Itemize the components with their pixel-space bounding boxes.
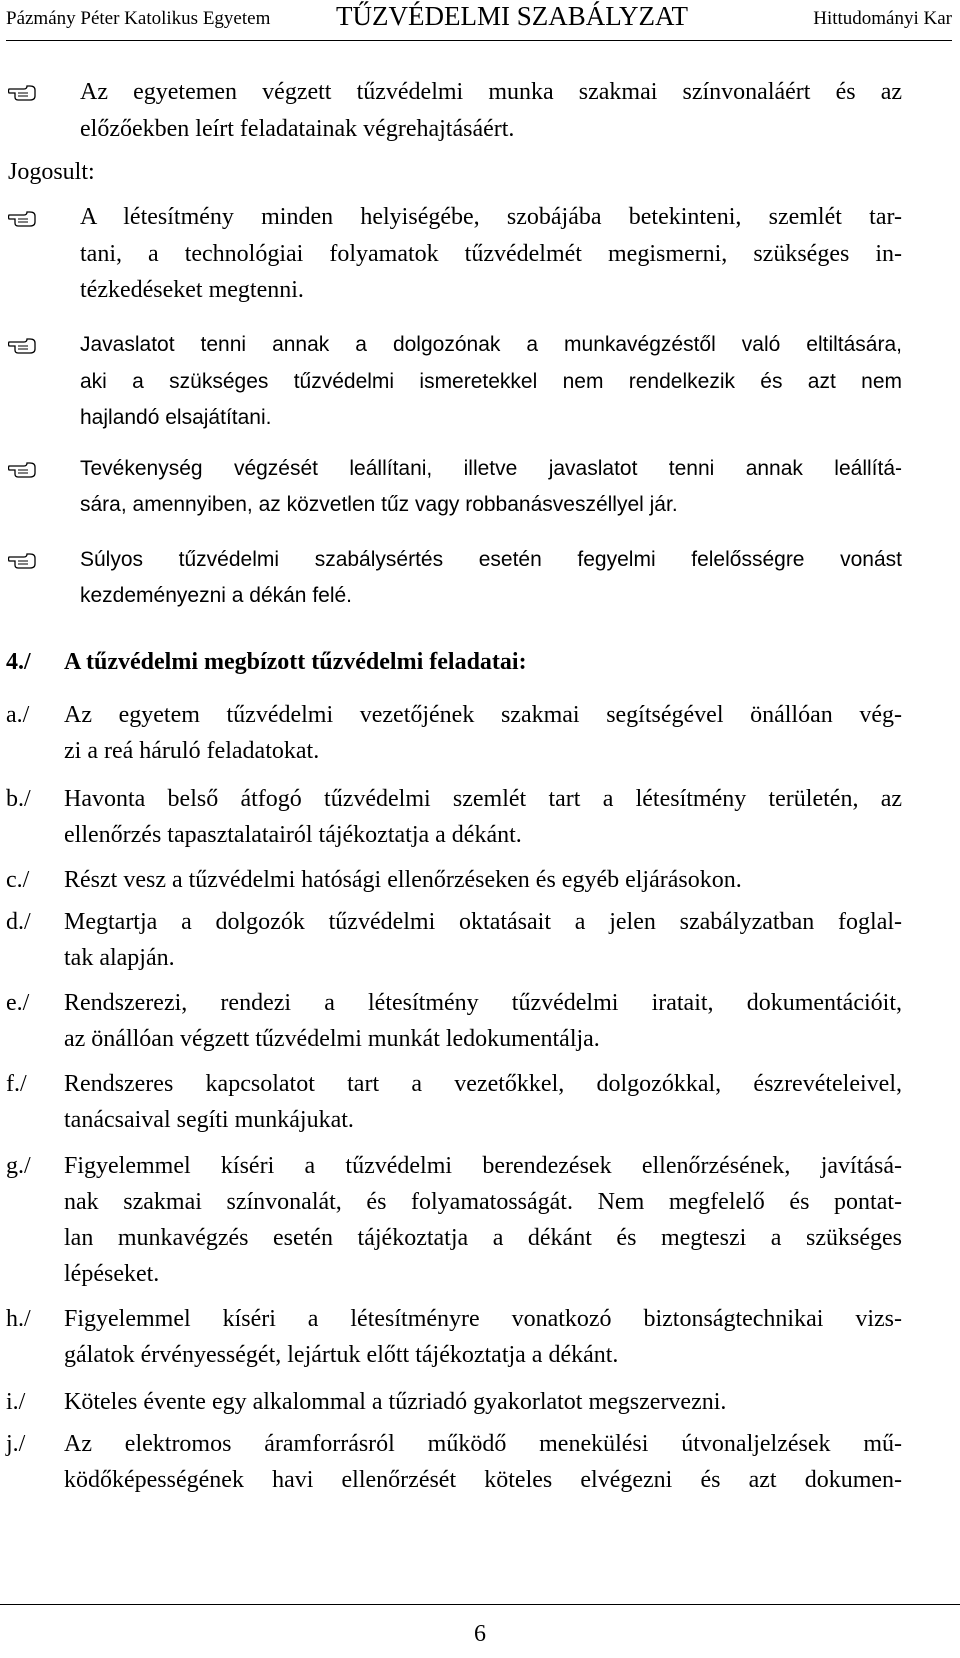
item-a-line-2: zi a reá háruló feladatokat. [64,738,320,764]
jogosult-label: Jogosult: [8,159,95,185]
pointing-hand-icon [8,457,38,479]
item-d-line-2: tak alapján. [64,945,175,971]
pointing-hand-icon [8,548,38,570]
item-f-line-2: tanácsaival segíti munkájukat. [64,1107,354,1133]
intro-line-2: előzőekben leírt feladatainak végrehajtásáért. [80,116,515,142]
item-label: j./ [6,1431,26,1457]
pointing-hand-icon [8,206,38,228]
item-g-line-1: Figyelemmel kíséri a tűzvédelmi berendezések ellenőrzésének, javításá- [64,1153,902,1179]
header-university: Pázmány Péter Katolikus Egyetem [6,8,271,29]
item-label: i./ [6,1389,26,1415]
item-label: a./ [6,702,30,728]
item-g-line-3: lan munkavégzés esetén tájékoztatja a dékánt és megteszi a szükséges [64,1225,902,1251]
item-label: f./ [6,1071,27,1097]
rights-1-line-1: A létesítmény minden helyiségébe, szobájába betekinteni, szemlét tar- [80,204,902,230]
item-d-line-1: Megtartja a dolgozók tűzvédelmi oktatásait a jelen szabályzatban foglal- [64,909,902,935]
section-title: A tűzvédelmi megbízott tűzvédelmi feladatai: [64,649,527,675]
item-h-line-2: gálatok érvényességét, lejártuk előtt tájékoztatja a dékánt. [64,1342,619,1368]
item-b-line-2: ellenőrzés tapasztalatairól tájékoztatja a dékánt. [64,822,522,848]
rights-4-line-1: Súlyos tűzvédelmi szabálysértés esetén fegyelmi felelősségre vonást [80,548,902,571]
rights-3-line-1: Tevékenység végzését leállítani, illetve javaslatot tenni annak leállítá- [80,457,902,480]
item-e-line-2: az önállóan végzett tűzvédelmi munkát ledokumentálja. [64,1026,600,1052]
rights-3-line-2: sára, amennyiben, az közvetlen tűz vagy robbanásveszéllyel jár. [80,493,678,516]
pointing-hand-icon [8,333,38,355]
footer-divider [0,1604,960,1605]
header-title: TŰZVÉDELMI SZABÁLYZAT [336,1,689,31]
item-j-line-2: ködőképességének havi ellenőrzését köteles elvégezni és azt dokumen- [64,1467,902,1493]
item-label: c./ [6,867,30,893]
rights-2-line-3: hajlandó elsajátítani. [80,406,272,429]
item-label: b./ [6,786,31,812]
item-c-line-1: Részt vesz a tűzvédelmi hatósági ellenőrzéseken és egyéb eljárásokon. [64,867,742,893]
item-label: g./ [6,1153,31,1179]
page-header [6,0,952,41]
rights-2-line-1: Javaslatot tenni annak a dolgozónak a munkavégzéstől való eltiltására, [80,333,902,356]
item-h-line-1: Figyelemmel kíséri a létesítményre vonatkozó biztonságtechnikai vizs- [64,1306,902,1332]
rights-1-line-2: tani, a technológiai folyamatok tűzvédelmét megismerni, szükséges in- [80,241,902,267]
item-b-line-1: Havonta belső átfogó tűzvédelmi szemlét tart a létesítmény területén, az [64,786,902,812]
rights-2-line-2: aki a szükséges tűzvédelmi ismeretekkel nem rendelkezik és azt nem [80,370,902,393]
item-e-line-1: Rendszerezi, rendezi a létesítmény tűzvédelmi iratait, dokumentációit, [64,990,902,1016]
header-faculty: Hittudományi Kar [813,8,952,29]
item-i-line-1: Köteles évente egy alkalommal a tűzriadó gyakorlatot megszervezni. [64,1389,727,1415]
pointing-hand-icon [8,80,38,102]
item-label: h./ [6,1306,31,1332]
item-label: d./ [6,909,31,935]
rights-4-line-2: kezdeményezni a dékán felé. [80,584,353,607]
page-number: 6 [474,1621,486,1647]
item-a-line-1: Az egyetem tűzvédelmi vezetőjének szakmai segítségével önállóan vég- [64,702,902,728]
item-g-line-4: lépéseket. [64,1261,160,1287]
item-g-line-2: nak szakmai színvonalát, és folyamatosságát. Nem megfelelő és pontat- [64,1189,902,1215]
item-label: e./ [6,990,30,1016]
intro-line-1: Az egyetemen végzett tűzvédelmi munka szakmai színvonaláért és az [80,79,902,105]
item-f-line-1: Rendszeres kapcsolatot tart a vezetőkkel, dolgozókkal, észrevételeivel, [64,1071,902,1097]
section-number: 4./ [6,649,31,675]
item-j-line-1: Az elektromos áramforrásról működő menekülési útvonaljelzések mű- [64,1431,902,1457]
rights-1-line-3: tézkedéseket megtenni. [80,277,304,303]
